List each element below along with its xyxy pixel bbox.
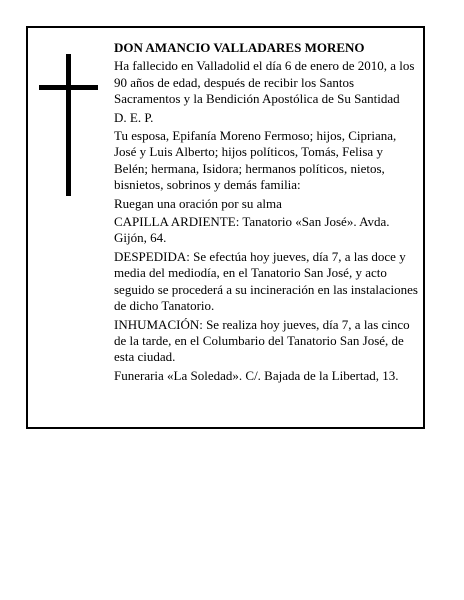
- death-announcement: Ha fallecido en Valladolid el día 6 de enero de 2010, a los 90 años de edad, después de recibir los Santos Sacramentos y la Bendición Apostólica de Su Santidad: [114, 58, 415, 107]
- prayer-request: Ruegan una oración por su alma: [114, 195, 282, 211]
- funeral-home: Funeraria «La Soledad». C/. Bajada de la Libertad, 13.: [114, 367, 399, 383]
- farewell-info: DESPEDIDA: Se efectúa hoy jueves, día 7, a las doce y media del mediodía, en el Tanatorio San José, y acto seguido se procederá a su incineración en las instalaciones de dicho Tanatorio.: [114, 248, 418, 314]
- cross-vertical-bar: [66, 54, 71, 196]
- cross-horizontal-bar: [39, 85, 98, 90]
- burial-info: INHUMACIÓN: Se realiza hoy jueves, día 7, a las cinco de la tarde, en el Columbario del Tanatorio San José, de esta ciudad.: [114, 316, 410, 365]
- rip-line: D. E. P.: [114, 109, 154, 125]
- notice-text: [114, 40, 420, 386]
- chapel-info: CAPILLA ARDIENTE: Tanatorio «San José». Avda. Gijón, 64.: [114, 214, 390, 246]
- deceased-name: DON AMANCIO VALLADARES MORENO: [114, 40, 365, 55]
- family-list: Tu esposa, Epifanía Moreno Fermoso; hijos, Cipriana, José y Luis Alberto; hijos políticos, Tomás, Felisa y Belén; hermana, Isidora; hermanos políticos, nietos, bisnietos, sobrinos y demás familia:: [114, 128, 397, 193]
- obituary-notice: [26, 26, 425, 429]
